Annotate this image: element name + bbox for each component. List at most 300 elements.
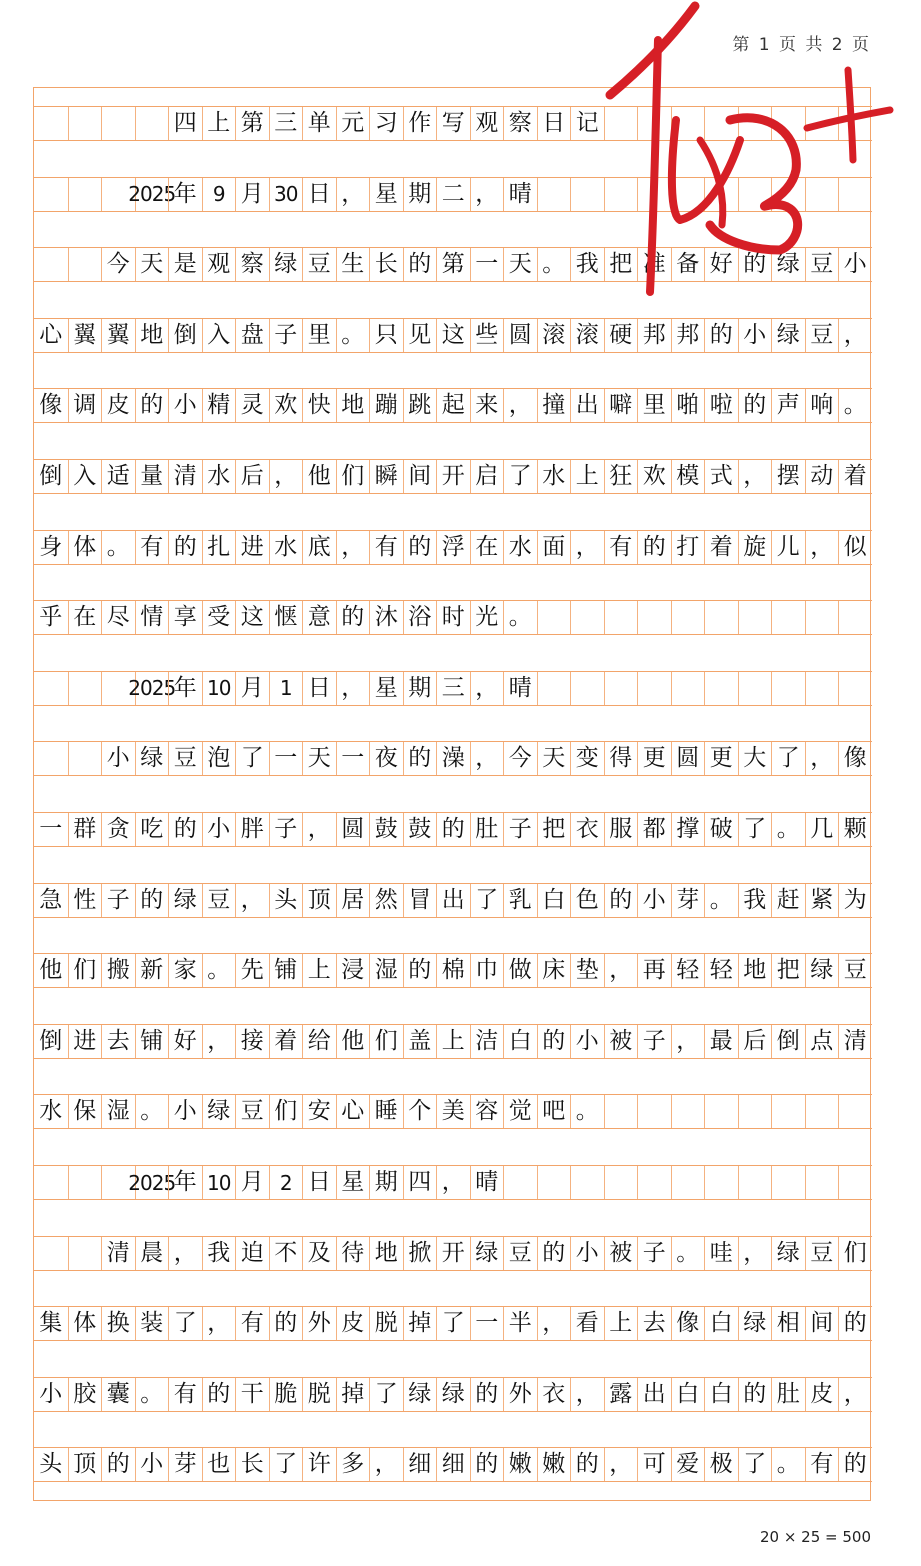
- grid-cell: [135, 107, 169, 140]
- grid-cell: 。: [135, 1378, 169, 1411]
- grid-cell: [604, 1166, 638, 1199]
- grid-cell: 。: [570, 1095, 604, 1128]
- grid-cell: 察: [503, 107, 537, 140]
- grid-cell: 们: [269, 1095, 303, 1128]
- grid-cell: 给: [302, 1025, 336, 1058]
- grid-cell: [503, 1166, 537, 1199]
- grid-cell: 小: [101, 742, 135, 775]
- grid-cell: 有: [805, 1448, 839, 1481]
- grid-cell: 小: [570, 1025, 604, 1058]
- grid-cell: 不: [269, 1237, 303, 1270]
- grid-cell: ，: [269, 460, 303, 493]
- grid-cell: 皮: [805, 1378, 839, 1411]
- grid-cell: 把: [771, 954, 805, 987]
- grid-cell: 适: [101, 460, 135, 493]
- grid-cell: 第: [235, 107, 269, 140]
- grid-cell: 洁: [470, 1025, 504, 1058]
- grid-cell: [34, 1166, 68, 1199]
- grid-cell: 去: [637, 1307, 671, 1340]
- grid-cell: 三: [269, 107, 303, 140]
- grid-cell: 一: [470, 1307, 504, 1340]
- grid-cell: [771, 601, 805, 634]
- grid-row: [34, 812, 872, 847]
- grid-cell: 群: [68, 813, 102, 846]
- grid-cell: 小: [135, 1448, 169, 1481]
- grid-cell: 爱: [671, 1448, 705, 1481]
- grid-cell: 来: [470, 389, 504, 422]
- grid-cell: 倒: [771, 1025, 805, 1058]
- grid-cell: 这: [235, 601, 269, 634]
- grid-cell: 子: [269, 319, 303, 352]
- grid-cell: 脱: [369, 1307, 403, 1340]
- grid-row: [34, 1377, 872, 1412]
- grid-cell: 摆: [771, 460, 805, 493]
- grid-row: [34, 1165, 872, 1200]
- grid-cell: 我: [570, 248, 604, 281]
- grid-cell: 豆: [302, 248, 336, 281]
- grid-cell: 像: [39, 392, 63, 419]
- grid-cell: [604, 601, 638, 634]
- grid-cell: 10: [202, 1166, 236, 1199]
- grid-cell: 这: [436, 319, 470, 352]
- grid-cell: 作: [403, 107, 437, 140]
- composition-grid: [33, 87, 871, 1501]
- grid-cell: 他: [39, 957, 63, 984]
- grid-cell: 。: [671, 1237, 705, 1270]
- grid-cell: 最: [704, 1025, 738, 1058]
- grid-cell: [805, 672, 839, 705]
- grid-cell: 肚: [470, 813, 504, 846]
- grid-cell: 意: [302, 601, 336, 634]
- grid-cell: [34, 672, 68, 705]
- grid-cell: 的: [838, 1307, 872, 1340]
- grid-cell: 准: [637, 248, 671, 281]
- grid-cell: 觉: [503, 1095, 537, 1128]
- grid-cell: 服: [604, 813, 638, 846]
- grid-cell: ，: [436, 1166, 470, 1199]
- grid-cell: 绿: [135, 742, 169, 775]
- grid-cell: 月: [235, 178, 269, 211]
- grid-cell: 轻: [704, 954, 738, 987]
- grid-cell: 绿: [403, 1378, 437, 1411]
- grid-cell: [537, 601, 571, 634]
- grid-cell: 快: [302, 389, 336, 422]
- grid-cell: [68, 742, 102, 775]
- grid-cell: 可: [637, 1448, 671, 1481]
- grid-cell: 2025: [135, 1166, 169, 1199]
- grid-cell: 出: [637, 1378, 671, 1411]
- grid-cell: 新: [135, 954, 169, 987]
- grid-cell: 上: [604, 1307, 638, 1340]
- grid-cell: 30: [269, 178, 303, 211]
- grid-cell: [805, 107, 839, 140]
- grid-row: [34, 106, 872, 141]
- grid-cell: 的: [537, 1237, 571, 1270]
- grid-cell: 身: [39, 533, 63, 560]
- grid-cell: 2025: [135, 178, 169, 211]
- grid-cell: ，: [202, 1025, 236, 1058]
- grid-cell: 去: [101, 1025, 135, 1058]
- grid-cell: [838, 1166, 872, 1199]
- grid-cell: 脱: [302, 1378, 336, 1411]
- grid-cell: 着: [838, 460, 872, 493]
- grid-cell: 在: [68, 601, 102, 634]
- grid-cell: 豆: [235, 1095, 269, 1128]
- grid-cell: ，: [235, 884, 269, 917]
- grid-cell: 了: [436, 1307, 470, 1340]
- grid-cell: 颗: [838, 813, 872, 846]
- grid-cell: 期: [403, 672, 437, 705]
- grid-cell: 清: [168, 460, 202, 493]
- grid-cell: 顶: [302, 884, 336, 917]
- grid-cell: 星: [336, 1166, 370, 1199]
- grid-cell: 更: [637, 742, 671, 775]
- grid-row: [34, 600, 872, 635]
- grid-cell: 圆: [503, 319, 537, 352]
- grid-cell: 开: [436, 1237, 470, 1270]
- grid-cell: 倒: [39, 1027, 63, 1054]
- grid-row: [34, 1236, 872, 1271]
- grid-cell: 小: [168, 389, 202, 422]
- grid-cell: 小: [637, 884, 671, 917]
- grid-cell: 撞: [537, 389, 571, 422]
- grid-cell: 硬: [604, 319, 638, 352]
- grid-cell: 地: [336, 389, 370, 422]
- page-counter: 第 1 页 共 2 页: [732, 35, 871, 55]
- grid-cell: [34, 742, 68, 775]
- grid-cell: 日: [302, 178, 336, 211]
- grid-cell: 年: [168, 672, 202, 705]
- grid-cell: 是: [168, 248, 202, 281]
- grid-cell: 着: [269, 1025, 303, 1058]
- grid-cell: 接: [235, 1025, 269, 1058]
- grid-cell: 打: [671, 531, 705, 564]
- grid-cell: 干: [235, 1378, 269, 1411]
- grid-cell: 外: [503, 1378, 537, 1411]
- grid-cell: [738, 1166, 772, 1199]
- grid-cell: 了: [771, 742, 805, 775]
- grid-cell: 天: [503, 248, 537, 281]
- grid-cell: 白: [671, 1378, 705, 1411]
- grid-cell: 豆: [805, 1237, 839, 1270]
- grid-cell: 浸: [336, 954, 370, 987]
- grid-cell: 翼: [68, 319, 102, 352]
- grid-cell: 多: [336, 1448, 370, 1481]
- grid-cell: 们: [838, 1237, 872, 1270]
- grid-cell: 面: [537, 531, 571, 564]
- grid-cell: 。: [771, 1448, 805, 1481]
- grid-cell: 四: [168, 107, 202, 140]
- grid-cell: 的: [135, 389, 169, 422]
- grid-cell: 吃: [135, 813, 169, 846]
- grid-cell: ，: [537, 1307, 571, 1340]
- grid-cell: 式: [704, 460, 738, 493]
- grid-cell: 性: [68, 884, 102, 917]
- grid-cell: ，: [838, 319, 872, 352]
- grid-cell: 赶: [771, 884, 805, 917]
- grid-cell: 的: [838, 1448, 872, 1481]
- grid-cell: [771, 672, 805, 705]
- grid-cell: [570, 672, 604, 705]
- grid-cell: 晴: [503, 178, 537, 211]
- grid-row: [34, 883, 872, 918]
- grid-cell: 急: [39, 886, 63, 913]
- grid-cell: 后: [738, 1025, 772, 1058]
- grid-cell: ，: [302, 813, 336, 846]
- grid-cell: [805, 601, 839, 634]
- grid-cell: 绿: [470, 1237, 504, 1270]
- grid-cell: [704, 107, 738, 140]
- grid-cell: [637, 107, 671, 140]
- grid-cell: 量: [135, 460, 169, 493]
- grid-cell: 豆: [503, 1237, 537, 1270]
- grid-cell: [68, 107, 102, 140]
- grid-cell: [805, 1095, 839, 1128]
- grid-cell: 体: [68, 531, 102, 564]
- grid-cell: 哇: [704, 1237, 738, 1270]
- grid-cell: ，: [838, 1378, 872, 1411]
- grid-cell: 垫: [570, 954, 604, 987]
- grid-cell: 出: [436, 884, 470, 917]
- grid-cell: 脆: [269, 1378, 303, 1411]
- grid-cell: 绿: [436, 1378, 470, 1411]
- grid-cell: 盘: [235, 319, 269, 352]
- grid-cell: 撑: [671, 813, 705, 846]
- grid-cell: 只: [369, 319, 403, 352]
- grid-cell: 为: [838, 884, 872, 917]
- grid-cell: [771, 178, 805, 211]
- grid-cell: 地: [369, 1237, 403, 1270]
- grid-cell: 细: [436, 1448, 470, 1481]
- grid-cell: 四: [403, 1166, 437, 1199]
- grid-cell: 盖: [403, 1025, 437, 1058]
- grid-cell: ，: [336, 178, 370, 211]
- grid-cell: 嫩: [503, 1448, 537, 1481]
- grid-cell: 地: [135, 319, 169, 352]
- grid-cell: 我: [202, 1237, 236, 1270]
- grid-cell: [771, 107, 805, 140]
- grid-cell: 的: [269, 1307, 303, 1340]
- grid-cell: 他: [302, 460, 336, 493]
- grid-cell: [704, 1166, 738, 1199]
- grid-cell: 蹦: [369, 389, 403, 422]
- grid-cell: 看: [570, 1307, 604, 1340]
- grid-cell: 的: [738, 248, 772, 281]
- grid-cell: 好: [704, 248, 738, 281]
- grid-cell: [671, 672, 705, 705]
- grid-cell: 几: [805, 813, 839, 846]
- grid-cell: 家: [168, 954, 202, 987]
- grid-cell: ，: [470, 178, 504, 211]
- grid-cell: 头: [269, 884, 303, 917]
- grid-cell: 顶: [68, 1448, 102, 1481]
- grid-cell: 晨: [135, 1237, 169, 1270]
- grid-cell: 美: [436, 1095, 470, 1128]
- grid-cell: 掉: [403, 1307, 437, 1340]
- grid-cell: ，: [503, 389, 537, 422]
- grid-cell: 小: [168, 1095, 202, 1128]
- grid-cell: [637, 672, 671, 705]
- grid-cell: 的: [403, 742, 437, 775]
- grid-cell: 月: [235, 1166, 269, 1199]
- grid-cell: 精: [202, 389, 236, 422]
- grid-cell: 儿: [771, 531, 805, 564]
- grid-cell: 上: [202, 107, 236, 140]
- grid-cell: [738, 601, 772, 634]
- grid-cell: 。: [704, 884, 738, 917]
- grid-cell: 轻: [671, 954, 705, 987]
- grid-row: [34, 741, 872, 776]
- grid-cell: 把: [604, 248, 638, 281]
- grid-cell: 白: [704, 1307, 738, 1340]
- grid-cell: [671, 1095, 705, 1128]
- grid-cell: 在: [470, 531, 504, 564]
- grid-cell: 。: [336, 319, 370, 352]
- grid-cell: 巾: [470, 954, 504, 987]
- grid-cell: 享: [168, 601, 202, 634]
- grid-cell: 些: [470, 319, 504, 352]
- grid-cell: 泡: [202, 742, 236, 775]
- grid-cell: 尽: [101, 601, 135, 634]
- grid-cell: 心: [336, 1095, 370, 1128]
- grid-row: [34, 953, 872, 988]
- grid-cell: 动: [805, 460, 839, 493]
- grid-cell: ，: [470, 672, 504, 705]
- grid-cell: 间: [805, 1307, 839, 1340]
- grid-cell: 他: [336, 1025, 370, 1058]
- grid-cell: 更: [704, 742, 738, 775]
- grid-cell: 有: [369, 531, 403, 564]
- grid-cell: 。: [135, 1095, 169, 1128]
- grid-cell: 装: [135, 1307, 169, 1340]
- grid-cell: 。: [202, 954, 236, 987]
- grid-cell: 安: [302, 1095, 336, 1128]
- grid-cell: [604, 1095, 638, 1128]
- grid-cell: 的: [135, 884, 169, 917]
- grid-cell: 芽: [671, 884, 705, 917]
- grid-cell: 浴: [403, 601, 437, 634]
- grid-cell: 乎: [39, 604, 63, 631]
- grid-cell: ，: [671, 1025, 705, 1058]
- grid-cell: 。: [537, 248, 571, 281]
- grid-cell: [537, 1166, 571, 1199]
- grid-cell: 进: [235, 531, 269, 564]
- grid-cell: 皮: [336, 1307, 370, 1340]
- grid-cell: 沐: [369, 601, 403, 634]
- grid-cell: [671, 178, 705, 211]
- grid-cell: 色: [570, 884, 604, 917]
- grid-cell: 灵: [235, 389, 269, 422]
- grid-cell: [34, 178, 68, 211]
- grid-cell: [738, 672, 772, 705]
- grid-cell: [838, 107, 872, 140]
- grid-cell: 小: [738, 319, 772, 352]
- grid-cell: 大: [738, 742, 772, 775]
- grid-row: [34, 459, 872, 494]
- grid-cell: 破: [704, 813, 738, 846]
- grid-cell: 紧: [805, 884, 839, 917]
- grid-cell: 像: [671, 1307, 705, 1340]
- grid-cell: 10: [202, 672, 236, 705]
- grid-cell: 我: [738, 884, 772, 917]
- grid-cell: 年: [168, 178, 202, 211]
- grid-cell: 邦: [637, 319, 671, 352]
- grid-row: [34, 1094, 872, 1129]
- grid-cell: [537, 178, 571, 211]
- grid-cell: [805, 1166, 839, 1199]
- grid-cell: 小: [39, 1380, 63, 1407]
- grid-cell: 着: [704, 531, 738, 564]
- grid-cell: 清: [838, 1025, 872, 1058]
- grid-cell: 们: [369, 1025, 403, 1058]
- grid-cell: 豆: [838, 954, 872, 987]
- grid-cell: 的: [637, 531, 671, 564]
- grid-cell: 星: [369, 672, 403, 705]
- grid-cell: 体: [68, 1307, 102, 1340]
- grid-cell: 集: [39, 1310, 63, 1337]
- grid-cell: [537, 672, 571, 705]
- grid-cell: 翼: [101, 319, 135, 352]
- grid-cell: [68, 248, 102, 281]
- grid-cell: [838, 601, 872, 634]
- grid-cell: 了: [269, 1448, 303, 1481]
- grid-cell: 星: [369, 178, 403, 211]
- grid-cell: 记: [570, 107, 604, 140]
- grid-cell: 肚: [771, 1378, 805, 1411]
- grid-cell: 棉: [436, 954, 470, 987]
- grid-cell: 子: [101, 884, 135, 917]
- grid-cell: ，: [805, 742, 839, 775]
- grid-cell: 晴: [470, 1166, 504, 1199]
- grid-cell: 水: [503, 531, 537, 564]
- grid-cell: 一: [470, 248, 504, 281]
- grid-cell: 一: [269, 742, 303, 775]
- grid-cell: 长: [369, 248, 403, 281]
- grid-cell: 也: [202, 1448, 236, 1481]
- grid-cell: 年: [168, 1166, 202, 1199]
- grid-cell: 观: [202, 248, 236, 281]
- grid-cell: 狂: [604, 460, 638, 493]
- grid-cell: 的: [202, 1378, 236, 1411]
- grid-cell: 绿: [771, 1237, 805, 1270]
- grid-cell: [68, 672, 102, 705]
- grid-cell: 了: [470, 884, 504, 917]
- grid-cell: 调: [68, 389, 102, 422]
- grid-cell: 上: [436, 1025, 470, 1058]
- grid-cell: 豆: [805, 319, 839, 352]
- grid-cell: 的: [336, 601, 370, 634]
- grid-cell: 澡: [436, 742, 470, 775]
- grid-cell: [671, 107, 705, 140]
- grid-cell: 掉: [336, 1378, 370, 1411]
- grid-cell: 的: [570, 1448, 604, 1481]
- grid-cell: 上: [570, 460, 604, 493]
- grid-spec-label: 20 × 25 = 500: [759, 1528, 871, 1546]
- grid-cell: 响: [805, 389, 839, 422]
- grid-cell: ，: [168, 1237, 202, 1270]
- grid-cell: 睡: [369, 1095, 403, 1128]
- grid-cell: 了: [738, 1448, 772, 1481]
- grid-row: [34, 671, 872, 706]
- grid-cell: 鼓: [403, 813, 437, 846]
- grid-cell: ，: [570, 531, 604, 564]
- grid-cell: 豆: [168, 742, 202, 775]
- grid-cell: 启: [470, 460, 504, 493]
- grid-cell: 2: [269, 1166, 303, 1199]
- grid-cell: 里: [637, 389, 671, 422]
- grid-cell: 外: [302, 1307, 336, 1340]
- grid-cell: 搬: [101, 954, 135, 987]
